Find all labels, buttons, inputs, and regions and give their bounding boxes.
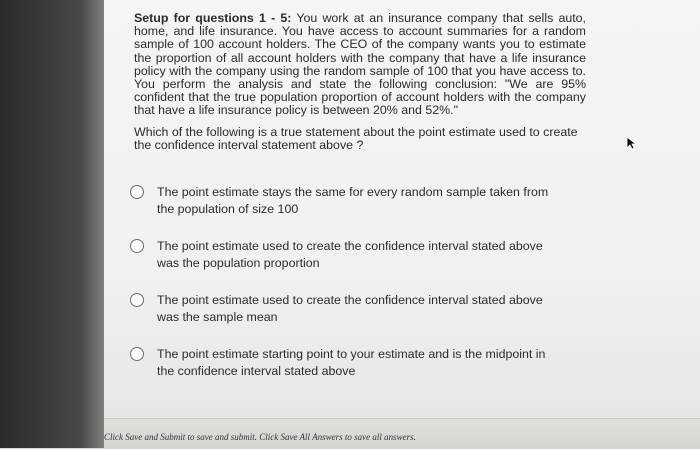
answer-option-1-text[interactable] [157, 184, 577, 218]
answer-option-3-text[interactable] [157, 292, 577, 326]
answer-option-3-line2: was the sample mean [157, 310, 278, 324]
left-shadow [0, 0, 108, 448]
answer-option-2[interactable] [130, 238, 590, 272]
radio-button[interactable] [130, 239, 144, 253]
answer-option-2-line2: was the population proportion [157, 256, 320, 270]
mouse-pointer-icon [626, 136, 638, 150]
answer-option-4-text[interactable] [157, 346, 577, 380]
answer-option-4-line1: The point estimate starting point to your estimate and is the midpoint in [157, 347, 546, 361]
answer-option-2-text[interactable] [157, 238, 577, 272]
radio-button[interactable] [130, 293, 144, 307]
question-area [134, 12, 586, 152]
answer-option-1-line2: the population of size 100 [157, 202, 299, 216]
answer-option-1-line1: The point estimate stays the same for every random sample taken from [157, 185, 549, 199]
answer-option-4[interactable] [130, 346, 590, 380]
footer-instructions: Click Save and Submit to save and submit. Click Save All Answers to save all answers. [104, 432, 416, 442]
setup-heading: Setup for questions 1 - 5: [134, 11, 292, 25]
answer-option-4-line2: the confidence interval stated above [157, 364, 356, 378]
footer-bar [104, 418, 700, 449]
answer-option-1[interactable] [130, 184, 590, 218]
answer-option-3-line1: The point estimate used to create the confidence interval stated above [157, 293, 543, 307]
radio-button[interactable] [130, 185, 144, 199]
answer-option-3[interactable] [130, 292, 590, 326]
setup-paragraph [134, 12, 586, 118]
radio-button[interactable] [130, 347, 144, 361]
setup-text: You work at an insurance company that sells auto, home, and life insurance. You have access to account summaries for a random sample of 100 account holders. The CEO of the company wants you to estimate the proportion of all account holders with the company that have a life insurance policy with the company using the random sample of 100 that you have access to. You perform the analysis and state the following conclusion: "We are 95% confident that the true population proportion of account holders with the company that have a life insurance policy is between 20% and 52%." [134, 11, 587, 118]
answer-option-2-line1: The point estimate used to create the confidence interval stated above [157, 239, 543, 253]
question-text: Which of the following is a true statement about the point estimate used to create the confidence interval statement above ? [134, 124, 578, 152]
